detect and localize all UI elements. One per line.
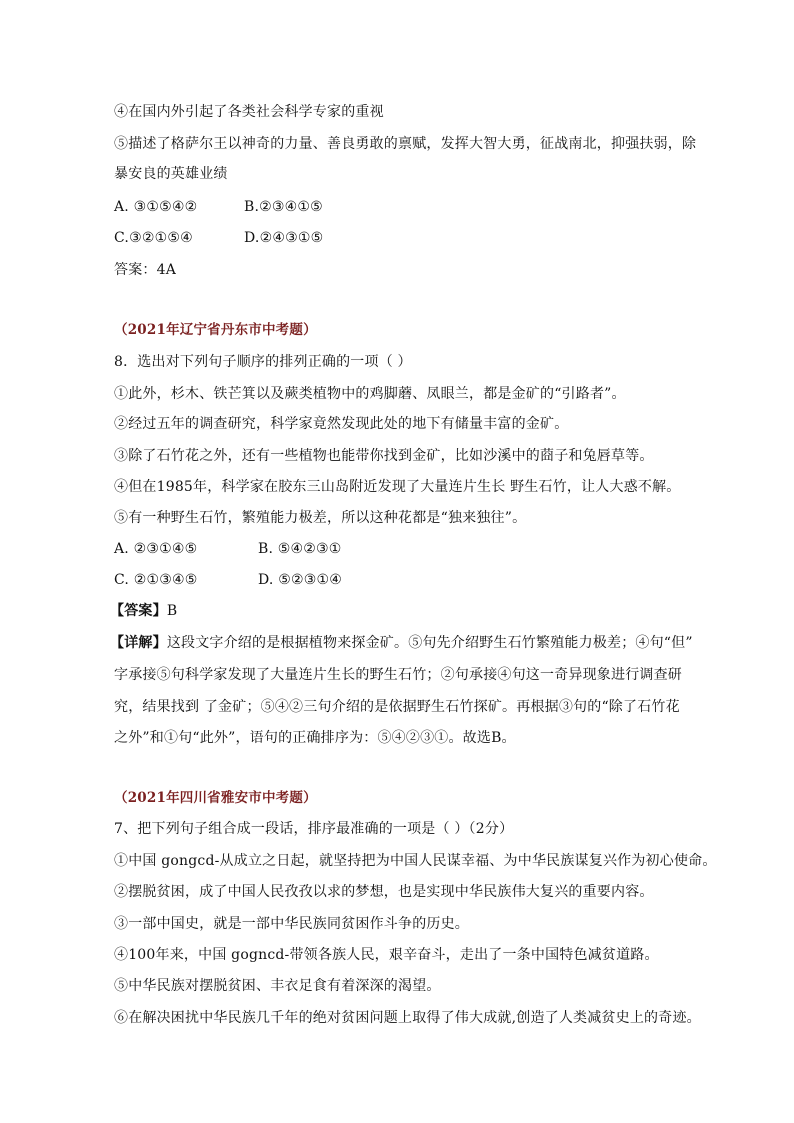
q8-answer-label: 【答案】	[110, 603, 167, 619]
q8-explain-line-3: 究，结果找到 了金矿；⑤④②三句介绍的是依据野生石竹探矿。再根据③句的“除了石竹花	[114, 699, 680, 715]
q8-option-b: B. ⑤④②③①	[258, 541, 342, 557]
q7-sentence-3: ③一部中国史，就是一部中华民族同贫困作斗争的历史。	[114, 916, 469, 932]
q8-option-d: D. ⑤②③①④	[258, 572, 342, 588]
prev-answer: 答案：4A	[114, 262, 177, 278]
prev-option-a: A. ③①⑤④②	[114, 199, 198, 215]
q8-sentence-5: ⑤有一种野生石竹，繁殖能力极差，所以这种花都是“独来独往”。	[114, 510, 527, 526]
q8-sentence-1: ①此外，杉木、铁芒箕以及蕨类植物中的鸡脚蘑、凤眼兰，都是金矿的“引路者”。	[114, 386, 626, 402]
prev-item-4: ④在国内外引起了各类社会科学专家的重视	[114, 104, 384, 120]
q8-stem: 8．选出对下列句子顺序的排列正确的一项（ ）	[114, 354, 412, 370]
q7-sentence-1: ①中国 gongcd-从成立之日起，就坚持把为中国人民谋幸福、为中华民族谋复兴作为初心使命。	[114, 853, 717, 869]
q8-explain-line-4: 之外”和①句“此外”，语句的正确排序为：⑤④②③①。故选B。	[114, 730, 516, 746]
prev-item-5-line-2: 暴安良的英雄业绩	[114, 166, 228, 182]
q8-answer-value: B	[166, 603, 178, 619]
q7-source: （2021年四川省雅安市中考题）	[114, 790, 317, 806]
q7-sentence-5: ⑤中华民族对摆脱贫困、丰衣足食有着深深的渴望。	[114, 978, 441, 994]
q8-explain-line-1	[110, 633, 693, 653]
q8-source: （2021年辽宁省丹东市中考题）	[114, 322, 317, 338]
q8-explain-line-2: 字承接⑤句科学家发现了大量连片生长的野生石竹；②句承接④句这一奇异现象进行调查研	[114, 667, 682, 683]
q8-option-a: A. ②③①④⑤	[114, 541, 198, 557]
q8-sentence-4: ④但在1985年，科学家在胶东三山岛附近发现了大量连片生长 野生石竹，让人大惑不解。	[114, 479, 681, 495]
q8-sentence-3: ③除了石竹花之外，还有一些植物也能带你找到金矿，比如沙溪中的莔子和兔唇草等。	[114, 448, 654, 464]
q7-sentence-2: ②摆脱贫困，成了中国人民孜孜以求的梦想，也是实现中华民族伟大复兴的重要内容。	[114, 884, 654, 900]
q7-stem: 7、把下列句子组合成一段话，排序最准确的一项是（ ）（2分）	[114, 821, 514, 837]
prev-option-d: D.②④③①⑤	[244, 230, 324, 246]
q8-option-c: C. ②①③④⑤	[114, 572, 198, 588]
q8-answer	[110, 601, 177, 621]
q7-sentence-6: ⑥在解决困扰中华民族几千年的绝对贫困问题上取得了伟大成就,创造了人类减贫史上的奇迹。	[114, 1010, 701, 1026]
q8-sentence-2: ②经过五年的调查研究，科学家竟然发现此处的地下有储量丰富的金矿。	[114, 416, 569, 432]
q8-explain-label: 【详解】	[110, 635, 167, 651]
prev-option-c: C.③②①⑤④	[114, 230, 193, 246]
prev-item-5-line-1: ⑤描述了格萨尔王以神奇的力量、善良勇敢的禀赋，发挥大智大勇，征战南北，抑强扶弱，除	[114, 136, 697, 152]
q8-explain-text-1: 这段文字介绍的是根据植物来探金矿。⑤句先介绍野生石竹繁殖能力极差；④句“但”	[166, 635, 693, 651]
q7-sentence-4: ④100年来，中国 gogncd-带领各族人民，艰辛奋斗，走出了一条中国特色减贫道路。	[114, 947, 659, 963]
prev-option-b: B.②③④①⑤	[244, 199, 323, 215]
